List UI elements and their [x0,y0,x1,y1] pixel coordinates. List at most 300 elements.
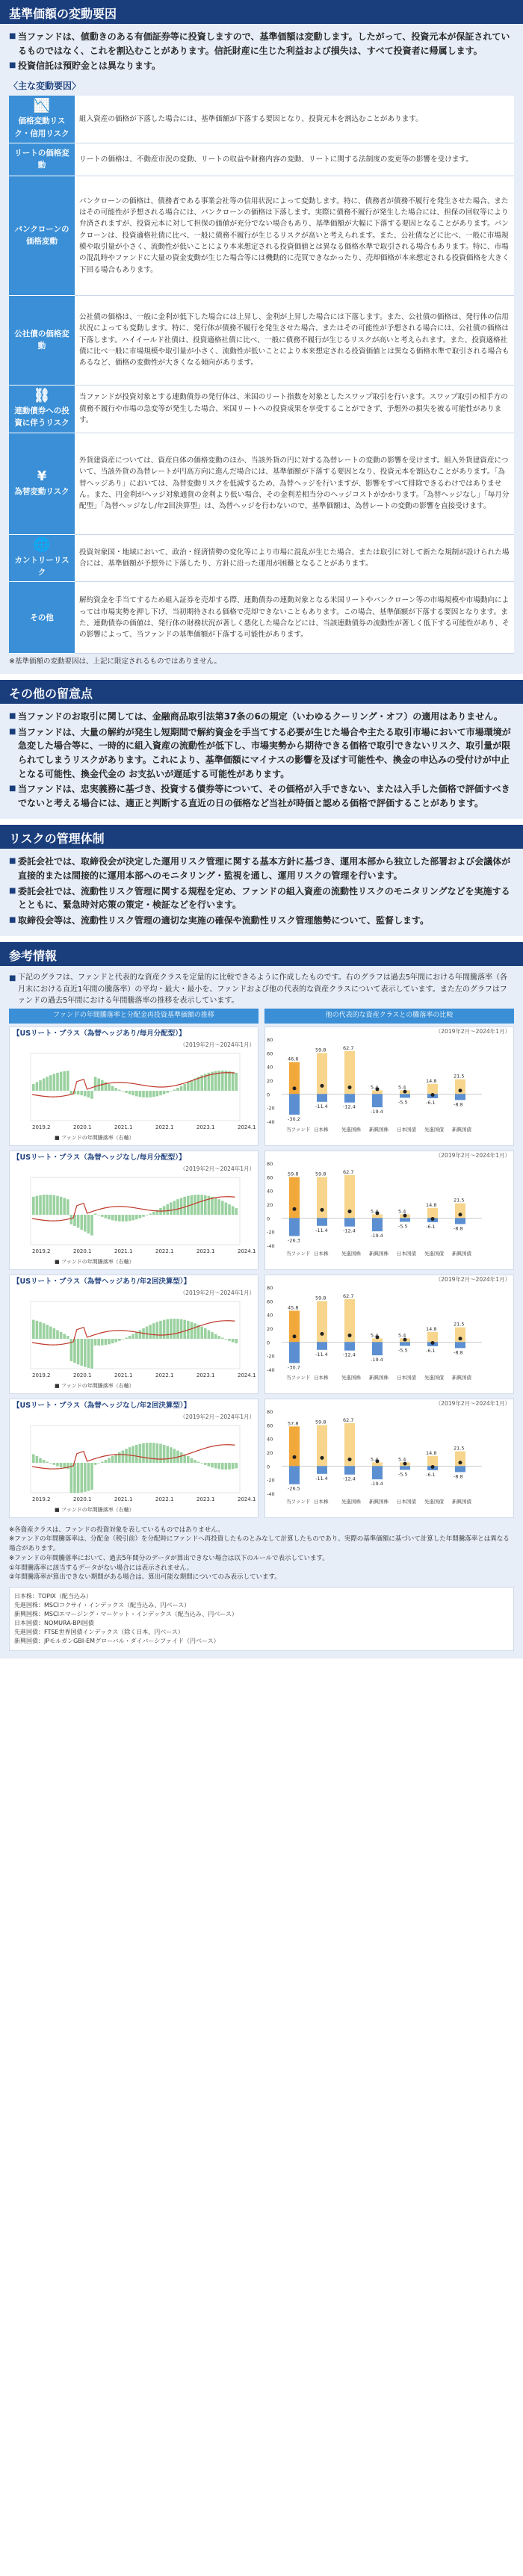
return-bar [70,1215,73,1224]
category-label: 日本株 [314,1127,329,1133]
return-bar [32,1455,35,1464]
return-bar [125,1338,128,1340]
category-label: 新興国株 [369,1251,389,1257]
return-bar [66,1336,69,1339]
return-bar [63,1071,66,1091]
return-bar [49,1195,52,1215]
return-bar [56,1196,59,1215]
section-other-notes [0,680,523,819]
legend-item: ■ ファンドの年間騰落率（右軸） [55,1383,134,1390]
return-bar [163,1320,166,1339]
return-bar [111,1215,114,1220]
max-label: 5.4 [398,1332,406,1339]
return-bar [232,1207,235,1215]
return-bar [53,1463,56,1465]
min-bar [372,1467,383,1480]
range-chart [264,1275,514,1394]
return-bar [90,1339,93,1369]
return-bar [118,1215,121,1222]
return-bar [228,1071,231,1091]
min-label: -5.5 [398,1471,408,1478]
min-bar [400,1343,410,1346]
y-tick: 40 [267,1065,273,1071]
return-bar [142,1215,145,1217]
min-bar [289,1095,300,1115]
max-label: 14.8 [426,1326,437,1333]
category-label: 新興国債 [452,1375,471,1381]
category-label: 先進国債 [424,1375,444,1381]
x-tick: 2022.1 [155,1496,174,1503]
right-column-header: 他の代表的な資産クラスとの騰落率の比較 [264,1009,514,1024]
chart-period: （2019年2月～2024年1月） [435,1151,510,1159]
return-bar [187,1456,190,1463]
section-title: 参考情報 [0,942,523,966]
return-bar [217,1199,220,1215]
return-bar [170,1447,173,1463]
category-label: 先進国株 [341,1499,361,1505]
right-column [264,1009,514,1523]
return-bar [101,1462,104,1464]
max-label: 59.8 [315,1295,327,1301]
min-label: -8.8 [454,1225,463,1232]
max-label: 62.7 [343,1293,354,1300]
max-label: 45.8 [288,1304,299,1311]
return-bar [214,1463,217,1468]
avg-point [459,1089,462,1093]
max-label: 59.8 [288,1171,299,1177]
max-bar [317,1053,327,1095]
return-bar [156,1322,159,1339]
chart-title: 【USリート・プラス（為替ヘッジあり/毎月分配型）】 [13,1029,186,1038]
return-bar [114,1088,117,1091]
return-bar [159,1444,162,1463]
min-label: -12.4 [343,1228,356,1235]
return-bar [159,1321,162,1339]
return-bar [211,1332,214,1339]
section-volatility-factors [0,0,523,674]
chart-title: 【USリート・プラス（為替ヘッジあり/年2回決算型）】 [13,1277,191,1286]
min-bar [455,1467,465,1473]
range-chart [264,1151,514,1270]
bullet-item: ■ 当ファンドは、値動きのある有価証券等に投資しますので、基準価額は変動します。したがって、投資元本が保証されているものではなく、これを割込むことがあります。信託財産に生じた利益および損失は、すべて投資者に帰属します。 [9,31,510,56]
x-tick: 2019.2 [32,1372,51,1379]
return-bar [166,1319,169,1339]
min-label: -12.4 [343,1352,356,1359]
min-label: -5.5 [398,1099,408,1106]
notes-block: ※各資産クラスは、ファンドの投資対象を表しているものではありません。 ※ファンドの年間騰落率は、分配金（税引前）を分配時にファンドへ再投資したものとみなして計算したものであり、実際の基準価額に基づいて計算した年間騰落率とは異なる場合があります。 ※ファンドの年間騰落率において、過去5年間分のデータが算出できない場合は以下のルールで表示しています。 ①年間騰落率に該当するデータがない場合には表示されません。 ②年間騰落率が算出できない期間がある場合は、算出可能な期間についてのみ表示しています。 [9,1526,510,1582]
return-bar [90,1091,93,1099]
return-bar [194,1195,196,1215]
max-label: 14.8 [426,1450,437,1457]
max-bar [427,1084,438,1095]
return-bar [46,1325,49,1339]
return-bar [87,1091,90,1097]
return-bar [60,1197,63,1215]
x-tick: 2024.1 [238,1496,256,1503]
y-tick: 60 [267,1298,273,1305]
avg-point [459,1213,462,1217]
max-label: 21.5 [454,1197,465,1204]
max-label: 21.5 [454,1445,465,1452]
x-tick: 2020.1 [73,1124,92,1131]
min-bar [372,1343,383,1356]
return-bar [228,1463,231,1470]
x-tick: 2019.2 [32,1248,51,1255]
return-bar [80,1091,83,1095]
x-tick: 2019.2 [32,1124,51,1131]
y-tick: -40 [267,1243,275,1250]
return-bar [66,1071,69,1091]
return-bar [73,1339,76,1363]
return-bar [66,1199,69,1215]
avg-point [321,1332,324,1336]
return-bar [94,1463,97,1465]
return-bar [114,1215,117,1221]
bullet-item: ■ 委託会社では、取締役会が決定した運用リスク管理に関する基本方針に基づき、運用本部から独立した部署および会議体が直接的または間接的に運用本部へのモニタリング・監視を通し、運用リスクの管理を行います。 [9,856,511,881]
avg-point [293,1455,297,1459]
return-bar [36,1456,39,1463]
avg-point [348,1086,352,1089]
min-label: -19.4 [371,1109,383,1115]
category-label: 日本国債 [397,1251,416,1257]
return-bar [84,1091,87,1096]
return-bar [221,1338,224,1339]
min-bar [455,1219,465,1224]
return-bar [146,1215,149,1216]
min-bar [344,1467,355,1475]
return-bar [208,1331,211,1339]
min-bar [455,1343,465,1349]
min-bar [400,1219,410,1222]
return-bar [176,1088,179,1091]
return-bar [108,1215,111,1219]
legend-item: ■ ファンドの年間騰落率（右軸） [55,1135,134,1142]
return-bar [217,1336,220,1339]
return-bar [56,1073,59,1091]
avg-point [459,1461,462,1465]
min-label: -8.8 [454,1473,463,1480]
return-bar [97,1079,100,1091]
min-label: -12.4 [343,1476,356,1483]
max-label: 62.7 [343,1045,354,1052]
y-tick: 40 [267,1189,273,1195]
chart-period: （2019年2月～2024年1月） [179,1289,255,1297]
x-tick: 2021.1 [114,1372,133,1379]
x-tick: 2024.1 [238,1124,256,1131]
return-bar [173,1090,176,1092]
x-tick: 2023.1 [196,1248,215,1255]
return-bar [43,1079,46,1091]
return-bar [60,1072,63,1091]
chart-period: （2019年2月～2024年1月） [435,1027,510,1035]
return-bar [221,1071,224,1091]
min-bar [344,1219,355,1227]
return-bar [129,1215,131,1221]
return-bar [80,1215,83,1230]
return-bar [105,1339,108,1345]
x-tick: 2024.1 [238,1248,256,1255]
max-label: 5.4 [398,1456,406,1463]
min-label: -11.4 [315,1352,328,1358]
return-bar [105,1215,108,1219]
return-bar [39,1080,42,1091]
y-tick: 80 [267,1285,273,1292]
return-bar [39,1195,42,1215]
return-bar [173,1201,176,1215]
avg-point [459,1337,462,1341]
bullet-item: ■ 委託会社では、流動性リスク管理に関する規程を定め、ファンドの組入資産の流動性リスクのモニタリングなどを実施するとともに、緊急時対応策の策定・検証などを行います。 [9,885,510,911]
return-bar [87,1215,90,1233]
return-bar [176,1199,179,1215]
return-bar [200,1327,203,1339]
return-bar [211,1197,214,1215]
chart-grid [9,1009,514,1523]
return-bar [36,1196,39,1215]
return-bar [84,1215,87,1232]
min-bar [317,1343,327,1350]
return-bar [101,1339,104,1346]
min-bar [289,1219,300,1236]
return-bar [129,1091,131,1095]
return-bar [114,1454,117,1463]
chart-period: （2019年2月～2024年1月） [179,1041,255,1049]
return-bar [70,1091,73,1095]
category-label: 新興国株 [369,1375,389,1381]
max-label: 59.8 [315,1419,327,1425]
line-chart [9,1151,259,1270]
min-label: -26.5 [288,1485,300,1492]
min-label: -12.4 [343,1104,356,1111]
category-label: 日本国債 [397,1127,416,1133]
min-label: -11.4 [315,1103,328,1110]
x-tick: 2021.1 [114,1496,133,1503]
return-bar [84,1339,87,1367]
left-column [9,1009,259,1523]
category-label: 新興国債 [452,1127,471,1133]
min-label: -19.4 [371,1481,383,1487]
risk-row: 📉 価格変動リスク・信用リスク 組入資産の価格が下落した場合には、基準価額が下落する要因となり、投資元本を割込むことがあります。 [9,96,514,143]
return-bar [183,1084,186,1091]
return-bar [235,1073,238,1091]
return-bar [56,1463,59,1467]
category-label: 新興国株 [369,1499,389,1505]
bullet-item: ■ 当ファンドは、大量の解約が発生し短期間で解約資金を手当てする必要が生じた場合や主たる取引市場において市場環境が急変した場合等に、一時的に組入資産の流動性が低下し、市場実勢から期待できる価格で取引できないリスク、取引量が限られてしまうリスクがあります。これにより、基準価額にマイナスの影響を及ぼす可能性や、換金の申込みの受付けが中止となる可能性、換金代金の お支払いが遅延する可能性があります。 [9,726,511,779]
y-tick: 40 [267,1437,273,1443]
return-bar [156,1443,159,1463]
return-bar [139,1091,142,1097]
return-bar [173,1449,176,1463]
return-bar [122,1451,125,1464]
section-title: その他の留意点 [0,680,523,704]
min-label: -19.4 [371,1357,383,1363]
category-label: 先進国債 [424,1127,444,1133]
risk-note: ※基準価額の変動要因は、上記に限定されるものではありません。 [9,657,222,666]
return-bar [180,1452,183,1463]
return-bar [235,1463,238,1468]
return-bar [111,1086,114,1091]
return-bar [87,1339,90,1368]
line-chart [9,1399,259,1518]
return-bar [77,1215,80,1227]
chart-period: （2019年2月～2024年1月） [179,1165,255,1173]
return-bar [36,1321,39,1339]
min-label: -8.8 [454,1349,463,1356]
return-bar [39,1322,42,1339]
max-label: 59.8 [315,1047,327,1053]
return-bar [176,1319,179,1339]
section-title: 基準価額の変動要因 [0,0,523,24]
max-label: 21.5 [454,1073,465,1080]
avg-point [293,1207,297,1211]
legend-item: ■ ファンドの年間騰落率（右軸） [55,1259,134,1266]
category-label: 日本株 [314,1499,329,1505]
y-tick: 60 [267,1174,273,1181]
y-tick: 60 [267,1422,273,1429]
category-label: 先進国債 [424,1499,444,1505]
return-bar [105,1460,108,1463]
chart-period: （2019年2月～2024年1月） [435,1275,510,1283]
return-bar [163,1206,166,1215]
return-bar [149,1325,152,1339]
return-bar [135,1091,138,1096]
line-chart [9,1027,259,1146]
line-chart [9,1275,259,1394]
min-bar [317,1467,327,1474]
min-bar [400,1467,410,1470]
return-bar [101,1080,104,1091]
max-label: 14.8 [426,1202,437,1209]
y-tick: 0 [267,1092,270,1098]
min-bar [400,1095,410,1098]
category-label: 新興国債 [452,1251,471,1257]
min-label: -30.7 [288,1364,300,1371]
risk-row: ⛓ 連動債券への投資に伴うリスク 当ファンドが投資対象とする連動債券の発行体は、米国のリート指数を対象としたスワップ取引を行います。スワップ取引の相手方の債務不履行や市場の急変等が発生した場合、米国リートへの投資成果を享受することができず、予想外の損失を被る可能性があります。 [9,385,514,433]
return-bar [149,1091,152,1097]
return-bar [108,1458,111,1463]
avg-point [348,1210,352,1213]
x-tick: 2022.1 [155,1124,174,1131]
return-bar [70,1463,73,1493]
avg-point [293,1087,297,1091]
return-bar [225,1071,228,1091]
x-tick: 2023.1 [196,1372,215,1379]
return-bar [217,1071,220,1091]
return-bar [111,1456,114,1463]
x-tick: 2020.1 [73,1372,92,1379]
category-label: 新興国株 [369,1127,389,1133]
y-tick: 20 [267,1202,273,1209]
return-bar [156,1091,159,1096]
bullet-item: ■ 当ファンドは、忠実義務に基づき、投資する債券等について、その価格が入手できない、または入手した価格で評価すべきでないと考える場合には、適正と判断する直近の日の価格など当社が時価と認める価格で評価することがあります。 [9,784,510,808]
max-label: 62.7 [343,1417,354,1424]
min-bar [317,1219,327,1226]
section-reference-info [0,942,523,1659]
risk-row: 公社債の価格変動 公社債の価格は、一般に金利が低下した場合には上昇し、金利が上昇した場合には下落します。また、公社債の価格は、発行体の信用状況によっても変動します。特に、発行体が債務不履行を発生させた場合、またはその可能性が予想される場合には、公社債の価格は下落します。ハイイールド社債は、投資適格社債に比べ、一般に債務不履行が生じるリスクが高いと考えられます。また、投資適格社債に比べ一般に市場規模や取引量が小さく、流動性が低いことにより本来想定される投資価値とは異なる価格水準で取引される場合もあるなど、価格の変動性が大きくなる傾向があります。 [9,295,514,385]
return-bar [214,1198,217,1215]
min-label: -11.4 [315,1227,328,1234]
return-bar [142,1443,145,1463]
bullet-item: ■ 投資信託は預貯金とは異なります。 [9,61,161,72]
return-bar [197,1462,200,1463]
category-label: 当ファンド [286,1251,311,1257]
chart-title: 【USリート・プラス（為替ヘッジなし/毎月分配型）】 [13,1153,186,1162]
return-bar [108,1084,111,1091]
max-label: 46.6 [288,1056,299,1062]
category-label: 当ファンド [286,1499,311,1505]
return-bar [125,1215,128,1222]
return-bar [39,1458,42,1463]
return-bar [63,1334,66,1339]
return-bar [101,1215,104,1217]
return-bar [46,1077,49,1091]
legend-item: ■ ファンドの年間騰落率（右軸） [55,1507,134,1514]
return-bar [77,1463,80,1493]
y-tick: -20 [267,1354,275,1360]
return-bar [197,1195,200,1215]
max-label: 5.4 [371,1332,379,1339]
y-tick: -40 [267,1491,275,1498]
y-tick: 60 [267,1050,273,1057]
return-bar [125,1449,128,1463]
return-bar [111,1339,114,1343]
return-bar [225,1203,228,1215]
max-label: 59.8 [315,1171,327,1177]
max-label: 5.4 [371,1208,379,1215]
return-bar [191,1322,194,1339]
min-label: -26.3 [288,1237,300,1244]
bullet-item: ■ 下記のグラフは、ファンドと代表的な資産クラスを定量的に比較できるように作成したものです。右のグラフは過去5年間における年間騰落率（各月末における直近1年間の騰落率）の平均・最大・最小を、ファンドおよび他の代表的な資産クラスについて表示しています。また左のグラフはファンドの過去5年間における年間騰落率の推移を表示しています。 [9,973,508,1006]
x-tick: 2023.1 [196,1496,215,1503]
return-bar [118,1090,121,1091]
x-tick: 2022.1 [155,1248,174,1255]
avg-point [431,1465,435,1469]
return-bar [131,1334,134,1339]
return-bar [163,1445,166,1463]
avg-point [431,1217,435,1221]
return-bar [146,1091,149,1097]
return-bar [131,1446,134,1463]
return-bar [90,1215,93,1236]
max-label: 5.4 [398,1084,406,1091]
max-label: 14.8 [426,1078,437,1085]
return-bar [180,1086,183,1091]
y-tick: -40 [267,1367,275,1374]
section-title: リスクの管理体制 [0,825,523,849]
max-bar [289,1177,300,1219]
x-tick: 2020.1 [73,1496,92,1503]
max-label: 5.4 [371,1456,379,1463]
risk-table [9,96,514,654]
return-bar [43,1460,46,1463]
chart-title: 【USリート・プラス（為替ヘッジなし/年2回決算型）】 [13,1401,191,1410]
max-label: 5.4 [371,1084,379,1091]
return-bar [187,1082,190,1091]
category-label: 日本国債 [397,1375,416,1381]
return-bar [208,1463,211,1467]
risk-row: 🌐 カントリーリスク 投資対象国・地域において、政治・経済情勢の変化等により市場に混乱が生じた場合、または取引に対して新たな規制が設けられた場合には、基準価額が予想外に下落したり、方針に沿った運用が困難となることがあります。 [9,534,514,582]
y-tick: -40 [267,1119,275,1126]
return-bar [152,1212,155,1215]
return-bar [166,1204,169,1215]
return-bar [32,1197,35,1215]
return-bar [149,1214,152,1216]
return-bar [191,1080,194,1091]
return-bar [225,1339,228,1340]
return-bar [170,1091,173,1092]
min-label: -6.1 [426,1224,436,1230]
return-bar [180,1198,183,1215]
left-column-header: ファンドの年間騰落率と分配金再投資基準価額の推移 [9,1009,259,1024]
